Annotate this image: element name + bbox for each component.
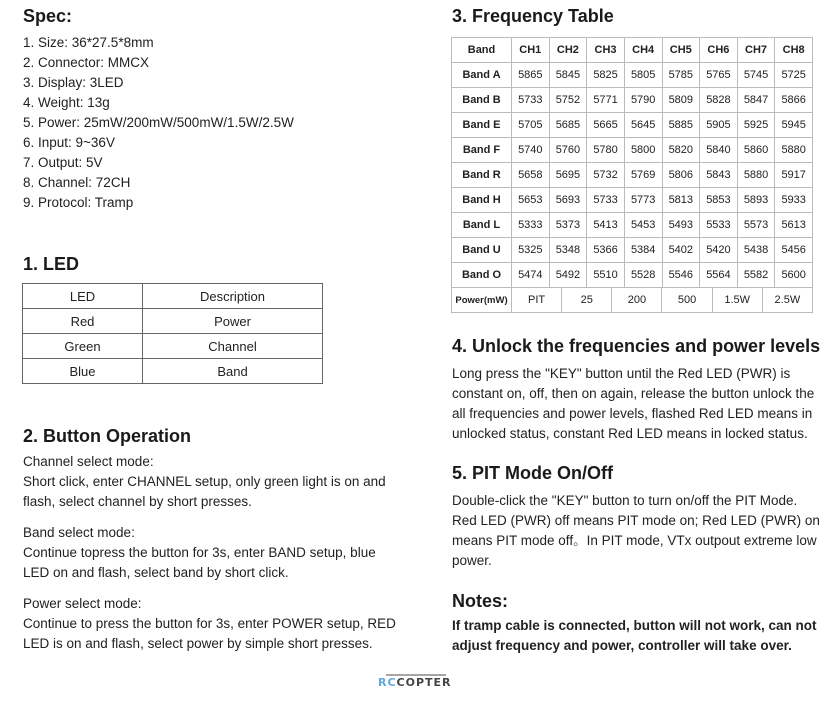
frequency-cell: 5945 — [775, 113, 813, 138]
logo-rc: RC — [378, 676, 397, 689]
frequency-cell: 5456 — [775, 238, 813, 263]
frequency-cell: 5893 — [737, 188, 775, 213]
table-header: Band — [452, 38, 512, 63]
table-header: Description — [143, 284, 323, 309]
band-name-cell: Band A — [452, 63, 512, 88]
table-cell: Power — [143, 309, 323, 334]
band-name-cell: Band E — [452, 113, 512, 138]
frequency-table-title: 3. Frequency Table — [452, 6, 614, 26]
frequency-cell: 5438 — [737, 238, 775, 263]
table-row — [452, 113, 813, 138]
frequency-cell: 5765 — [700, 63, 738, 88]
table-row — [23, 309, 323, 334]
frequency-cell: 5880 — [737, 163, 775, 188]
band-mode-text: Continue topress the button for 3s, enter BAND setup, blue LED on and flash, select band by short click. — [23, 545, 376, 580]
pit-mode-title: 5. PIT Mode On/Off — [452, 463, 613, 483]
band-name-cell: Band L — [452, 213, 512, 238]
table-header: CH4 — [624, 38, 662, 63]
frequency-cell: 5725 — [775, 63, 813, 88]
unlock-title: 4. Unlock the frequencies and power levels — [452, 336, 821, 356]
frequency-cell: 5933 — [775, 188, 813, 213]
spec-title: Spec: — [23, 6, 73, 26]
frequency-cell: 5847 — [737, 88, 775, 113]
spec-item: 4. Weight: 13g — [23, 95, 110, 110]
frequency-cell: 5732 — [587, 163, 625, 188]
frequency-table-wrap — [451, 37, 813, 313]
frequency-cell: 5373 — [549, 213, 587, 238]
power-value: 25 — [562, 288, 612, 313]
rc-copter-logo — [378, 676, 452, 689]
frequency-cell: 5658 — [512, 163, 550, 188]
frequency-cell: 5693 — [549, 188, 587, 213]
frequency-cell: 5420 — [700, 238, 738, 263]
band-mode-label: Band select mode: — [23, 525, 135, 540]
notes-text: If tramp cable is connected, button will not work, can not adjust frequency and power, controller will take over. — [452, 618, 817, 653]
frequency-cell: 5733 — [587, 188, 625, 213]
frequency-cell: 5613 — [775, 213, 813, 238]
power-value: 1.5W — [712, 288, 762, 313]
table-row — [452, 88, 813, 113]
frequency-cell: 5325 — [512, 238, 550, 263]
power-value: 500 — [662, 288, 712, 313]
frequency-cell: 5564 — [700, 263, 738, 288]
frequency-cell: 5780 — [587, 138, 625, 163]
power-value: PIT — [512, 288, 562, 313]
table-row — [23, 284, 323, 309]
table-header: CH7 — [737, 38, 775, 63]
frequency-cell: 5645 — [624, 113, 662, 138]
frequency-cell: 5905 — [700, 113, 738, 138]
frequency-cell: 5533 — [700, 213, 738, 238]
channel-mode-text: Short click, enter CHANNEL setup, only green light is on and flash, select channel by short presses. — [23, 474, 386, 509]
frequency-cell: 5402 — [662, 238, 700, 263]
logo-copter: COPTER — [396, 676, 452, 689]
frequency-cell: 5600 — [775, 263, 813, 288]
frequency-cell: 5413 — [587, 213, 625, 238]
frequency-cell: 5528 — [624, 263, 662, 288]
spec-list — [23, 33, 294, 213]
frequency-cell: 5546 — [662, 263, 700, 288]
frequency-cell: 5745 — [737, 63, 775, 88]
frequency-cell: 5733 — [512, 88, 550, 113]
frequency-cell: 5840 — [700, 138, 738, 163]
frequency-cell: 5705 — [512, 113, 550, 138]
frequency-cell: 5880 — [775, 138, 813, 163]
frequency-cell: 5800 — [624, 138, 662, 163]
table-header: CH3 — [587, 38, 625, 63]
frequency-cell: 5860 — [737, 138, 775, 163]
spec-item: 5. Power: 25mW/200mW/500mW/1.5W/2.5W — [23, 115, 294, 130]
button-operation-title: 2. Button Operation — [23, 426, 191, 446]
frequency-cell: 5573 — [737, 213, 775, 238]
frequency-cell: 5917 — [775, 163, 813, 188]
propeller-icon — [386, 672, 446, 678]
frequency-cell: 5925 — [737, 113, 775, 138]
power-mode-text: Continue to press the button for 3s, enter POWER setup, RED LED is on and flash, select power by simple short presses. — [23, 616, 396, 651]
power-row-table — [451, 288, 813, 313]
frequency-cell: 5809 — [662, 88, 700, 113]
spec-item: 6. Input: 9~36V — [23, 135, 115, 150]
power-mode-label: Power select mode: — [23, 596, 142, 611]
table-header: CH2 — [549, 38, 587, 63]
power-value: 2.5W — [762, 288, 812, 313]
notes-title: Notes: — [452, 591, 509, 611]
spec-item: 8. Channel: 72CH — [23, 175, 131, 190]
frequency-cell: 5785 — [662, 63, 700, 88]
table-cell: Channel — [143, 334, 323, 359]
table-row — [452, 138, 813, 163]
frequency-cell: 5493 — [662, 213, 700, 238]
frequency-cell: 5773 — [624, 188, 662, 213]
unlock-text: Long press the "KEY" button until the Red LED (PWR) is constant on, off, then on again, release the button unlock the all frequencies and power levels, flashed Red LED means in unlocked status, constant Red LED means in locked status. — [452, 366, 815, 441]
pit-mode-text: Double-click the "KEY" button to turn on/off the PIT Mode. Red LED (PWR) off means PIT mode on; Red LED (PWR) on means PIT mode off。In PIT mode, VTx outpout extreme low power. — [452, 493, 820, 568]
table-header: LED — [23, 284, 143, 309]
table-row — [23, 334, 323, 359]
table-row — [452, 163, 813, 188]
frequency-cell: 5510 — [587, 263, 625, 288]
frequency-cell: 5885 — [662, 113, 700, 138]
frequency-cell: 5740 — [512, 138, 550, 163]
band-name-cell: Band R — [452, 163, 512, 188]
table-row — [452, 263, 813, 288]
frequency-cell: 5384 — [624, 238, 662, 263]
power-value: 200 — [612, 288, 662, 313]
led-title: 1. LED — [23, 254, 80, 274]
frequency-cell: 5474 — [512, 263, 550, 288]
frequency-cell: 5333 — [512, 213, 550, 238]
table-cell: Red — [23, 309, 143, 334]
channel-mode-label: Channel select mode: — [23, 454, 154, 469]
frequency-cell: 5865 — [512, 63, 550, 88]
power-row — [452, 288, 813, 313]
spec-item: 7. Output: 5V — [23, 155, 103, 170]
table-header: CH1 — [512, 38, 550, 63]
led-table — [22, 283, 323, 384]
spec-item: 2. Connector: MMCX — [23, 55, 150, 70]
frequency-cell: 5769 — [624, 163, 662, 188]
spec-item: 9. Protocol: Tramp — [23, 195, 134, 210]
frequency-cell: 5582 — [737, 263, 775, 288]
frequency-cell: 5790 — [624, 88, 662, 113]
table-row — [452, 213, 813, 238]
band-name-cell: Band F — [452, 138, 512, 163]
frequency-cell: 5685 — [549, 113, 587, 138]
table-row — [452, 238, 813, 263]
frequency-cell: 5843 — [700, 163, 738, 188]
spec-item: 3. Display: 3LED — [23, 75, 124, 90]
table-header: CH6 — [700, 38, 738, 63]
frequency-cell: 5653 — [512, 188, 550, 213]
frequency-cell: 5813 — [662, 188, 700, 213]
table-row — [23, 359, 323, 384]
frequency-cell: 5828 — [700, 88, 738, 113]
table-row — [452, 188, 813, 213]
table-header: CH8 — [775, 38, 813, 63]
frequency-cell: 5760 — [549, 138, 587, 163]
frequency-cell: 5752 — [549, 88, 587, 113]
frequency-cell: 5453 — [624, 213, 662, 238]
frequency-cell: 5845 — [549, 63, 587, 88]
band-name-cell: Band H — [452, 188, 512, 213]
frequency-cell: 5771 — [587, 88, 625, 113]
band-name-cell: Band B — [452, 88, 512, 113]
frequency-table — [451, 37, 813, 288]
frequency-cell: 5695 — [549, 163, 587, 188]
table-header: CH5 — [662, 38, 700, 63]
table-cell: Blue — [23, 359, 143, 384]
band-name-cell: Band U — [452, 238, 512, 263]
frequency-cell: 5825 — [587, 63, 625, 88]
table-cell: Band — [143, 359, 323, 384]
band-name-cell: Band O — [452, 263, 512, 288]
table-cell: Green — [23, 334, 143, 359]
power-label: Power(mW) — [452, 288, 512, 313]
frequency-cell: 5820 — [662, 138, 700, 163]
frequency-cell: 5866 — [775, 88, 813, 113]
frequency-cell: 5665 — [587, 113, 625, 138]
frequency-cell: 5805 — [624, 63, 662, 88]
frequency-cell: 5492 — [549, 263, 587, 288]
frequency-cell: 5806 — [662, 163, 700, 188]
frequency-cell: 5853 — [700, 188, 738, 213]
table-row — [452, 63, 813, 88]
frequency-cell: 5366 — [587, 238, 625, 263]
frequency-cell: 5348 — [549, 238, 587, 263]
spec-item: 1. Size: 36*27.5*8mm — [23, 35, 154, 50]
table-header-row — [452, 38, 813, 63]
